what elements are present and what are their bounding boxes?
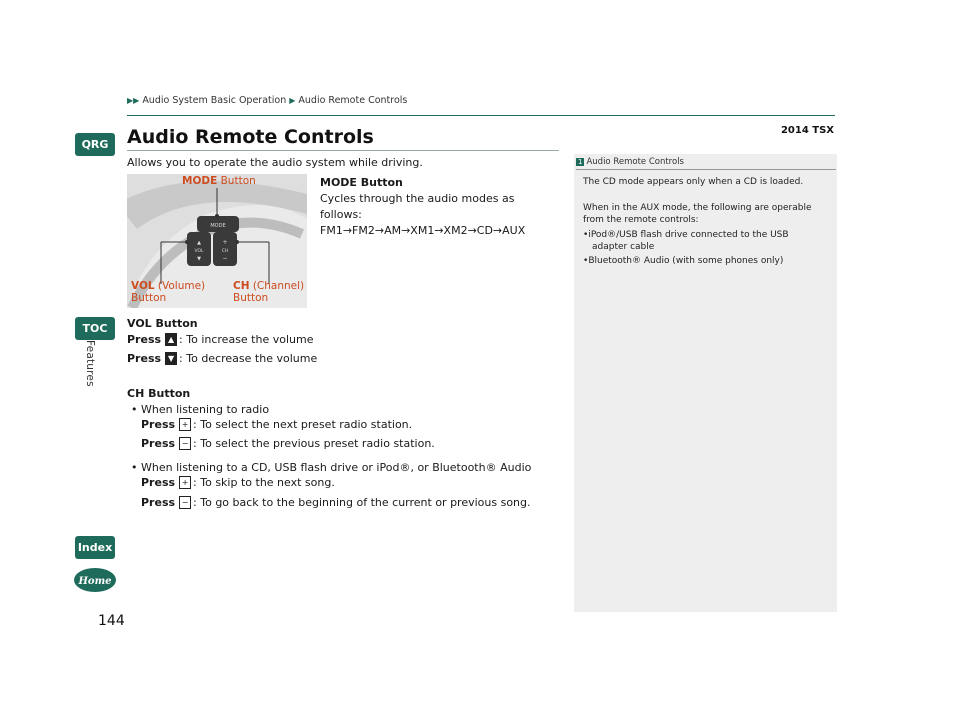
ch-radio-plus-row: Press + : To select the next preset radio station. <box>141 418 413 431</box>
svg-text:Home: Home <box>78 576 112 587</box>
model-label: 2014 TSX <box>780 125 834 136</box>
note-cd-text: The CD mode appears only when a CD is loaded. <box>583 177 804 187</box>
page-number: 144 <box>98 613 125 629</box>
svg-text:+: + <box>222 239 228 246</box>
svg-text:VOL: VOL <box>194 249 204 254</box>
minus-icon: − <box>179 437 191 450</box>
svg-text:−: − <box>222 255 228 262</box>
note-list-item-ipod: •iPod®/USB flash drive connected to the USB adapter cable <box>583 230 789 252</box>
breadcrumb-arrow-icon: ▶ <box>289 96 296 105</box>
note-list-item-bluetooth: •Bluetooth® Audio (with some phones only) <box>583 256 784 266</box>
svg-text:CH: CH <box>221 249 229 254</box>
section-label: Features <box>84 340 96 387</box>
ch-media-plus-row: Press + : To skip to the next song. <box>141 476 335 489</box>
note-heading: 1 Audio Remote Controls <box>578 157 684 167</box>
ch-radio-minus-row: Press − : To select the previous preset radio station. <box>141 437 435 450</box>
qrg-tab[interactable]: QRG <box>75 133 115 156</box>
vol-down-row: Press ▼ : To decrease the volume <box>127 352 318 365</box>
ch-button-callout: CH (Channel) Button <box>233 280 305 304</box>
ch-bullet-media: • When listening to a CD, USB flash drive or iPod®, or Bluetooth® Audio <box>131 461 532 474</box>
note-number-icon: 1 <box>578 158 583 166</box>
home-icon <box>73 567 117 593</box>
note-aux-text: When in the AUX mode, the following are operable from the remote controls: <box>583 203 812 225</box>
page-title: Audio Remote Controls <box>127 126 374 148</box>
mode-description: Cycles through the audio modes as follows: FM1→FM2→AM→XM1→XM2→CD→AUX <box>320 192 526 237</box>
ch-media-minus-row: Press − : To go back to the beginning of the current or previous song. <box>141 496 531 509</box>
breadcrumb-item-current[interactable]: Audio Remote Controls <box>298 95 408 106</box>
mode-sequence: FM1→FM2→AM→XM1→XM2→CD→AUX <box>320 224 526 237</box>
ch-bullet-radio: • When listening to radio <box>131 403 270 416</box>
svg-text:▼: ▼ <box>197 256 201 262</box>
note-rule <box>576 169 836 170</box>
intro-text: Allows you to operate the audio system while driving. <box>127 156 423 169</box>
vol-button-callout: VOL (Volume) Button <box>131 280 206 304</box>
steering-wheel-illustration <box>127 174 307 308</box>
breadcrumb-item-basic-operation[interactable]: Audio System Basic Operation <box>142 95 287 106</box>
vol-heading: VOL Button <box>127 317 198 330</box>
header-rule <box>127 115 835 116</box>
plus-icon: + <box>179 476 191 489</box>
volume-down-icon: ▼ <box>165 352 177 365</box>
mode-heading: MODE Button <box>320 176 403 189</box>
mode-button-callout: MODE Button <box>182 175 256 187</box>
svg-text:▲: ▲ <box>197 240 201 246</box>
vol-up-row: Press ▲ : To increase the volume <box>127 333 314 346</box>
breadcrumb-arrow-icon: ▶▶ <box>127 96 140 105</box>
svg-text:MODE: MODE <box>210 223 226 229</box>
index-tab[interactable]: Index <box>75 536 115 559</box>
plus-icon: + <box>179 418 191 431</box>
volume-up-icon: ▲ <box>165 333 177 346</box>
ch-heading: CH Button <box>127 387 191 400</box>
home-button[interactable] <box>73 567 117 593</box>
minus-icon: − <box>179 496 191 509</box>
breadcrumb <box>127 95 407 106</box>
title-rule <box>127 150 559 151</box>
toc-tab[interactable]: TOC <box>75 317 115 340</box>
